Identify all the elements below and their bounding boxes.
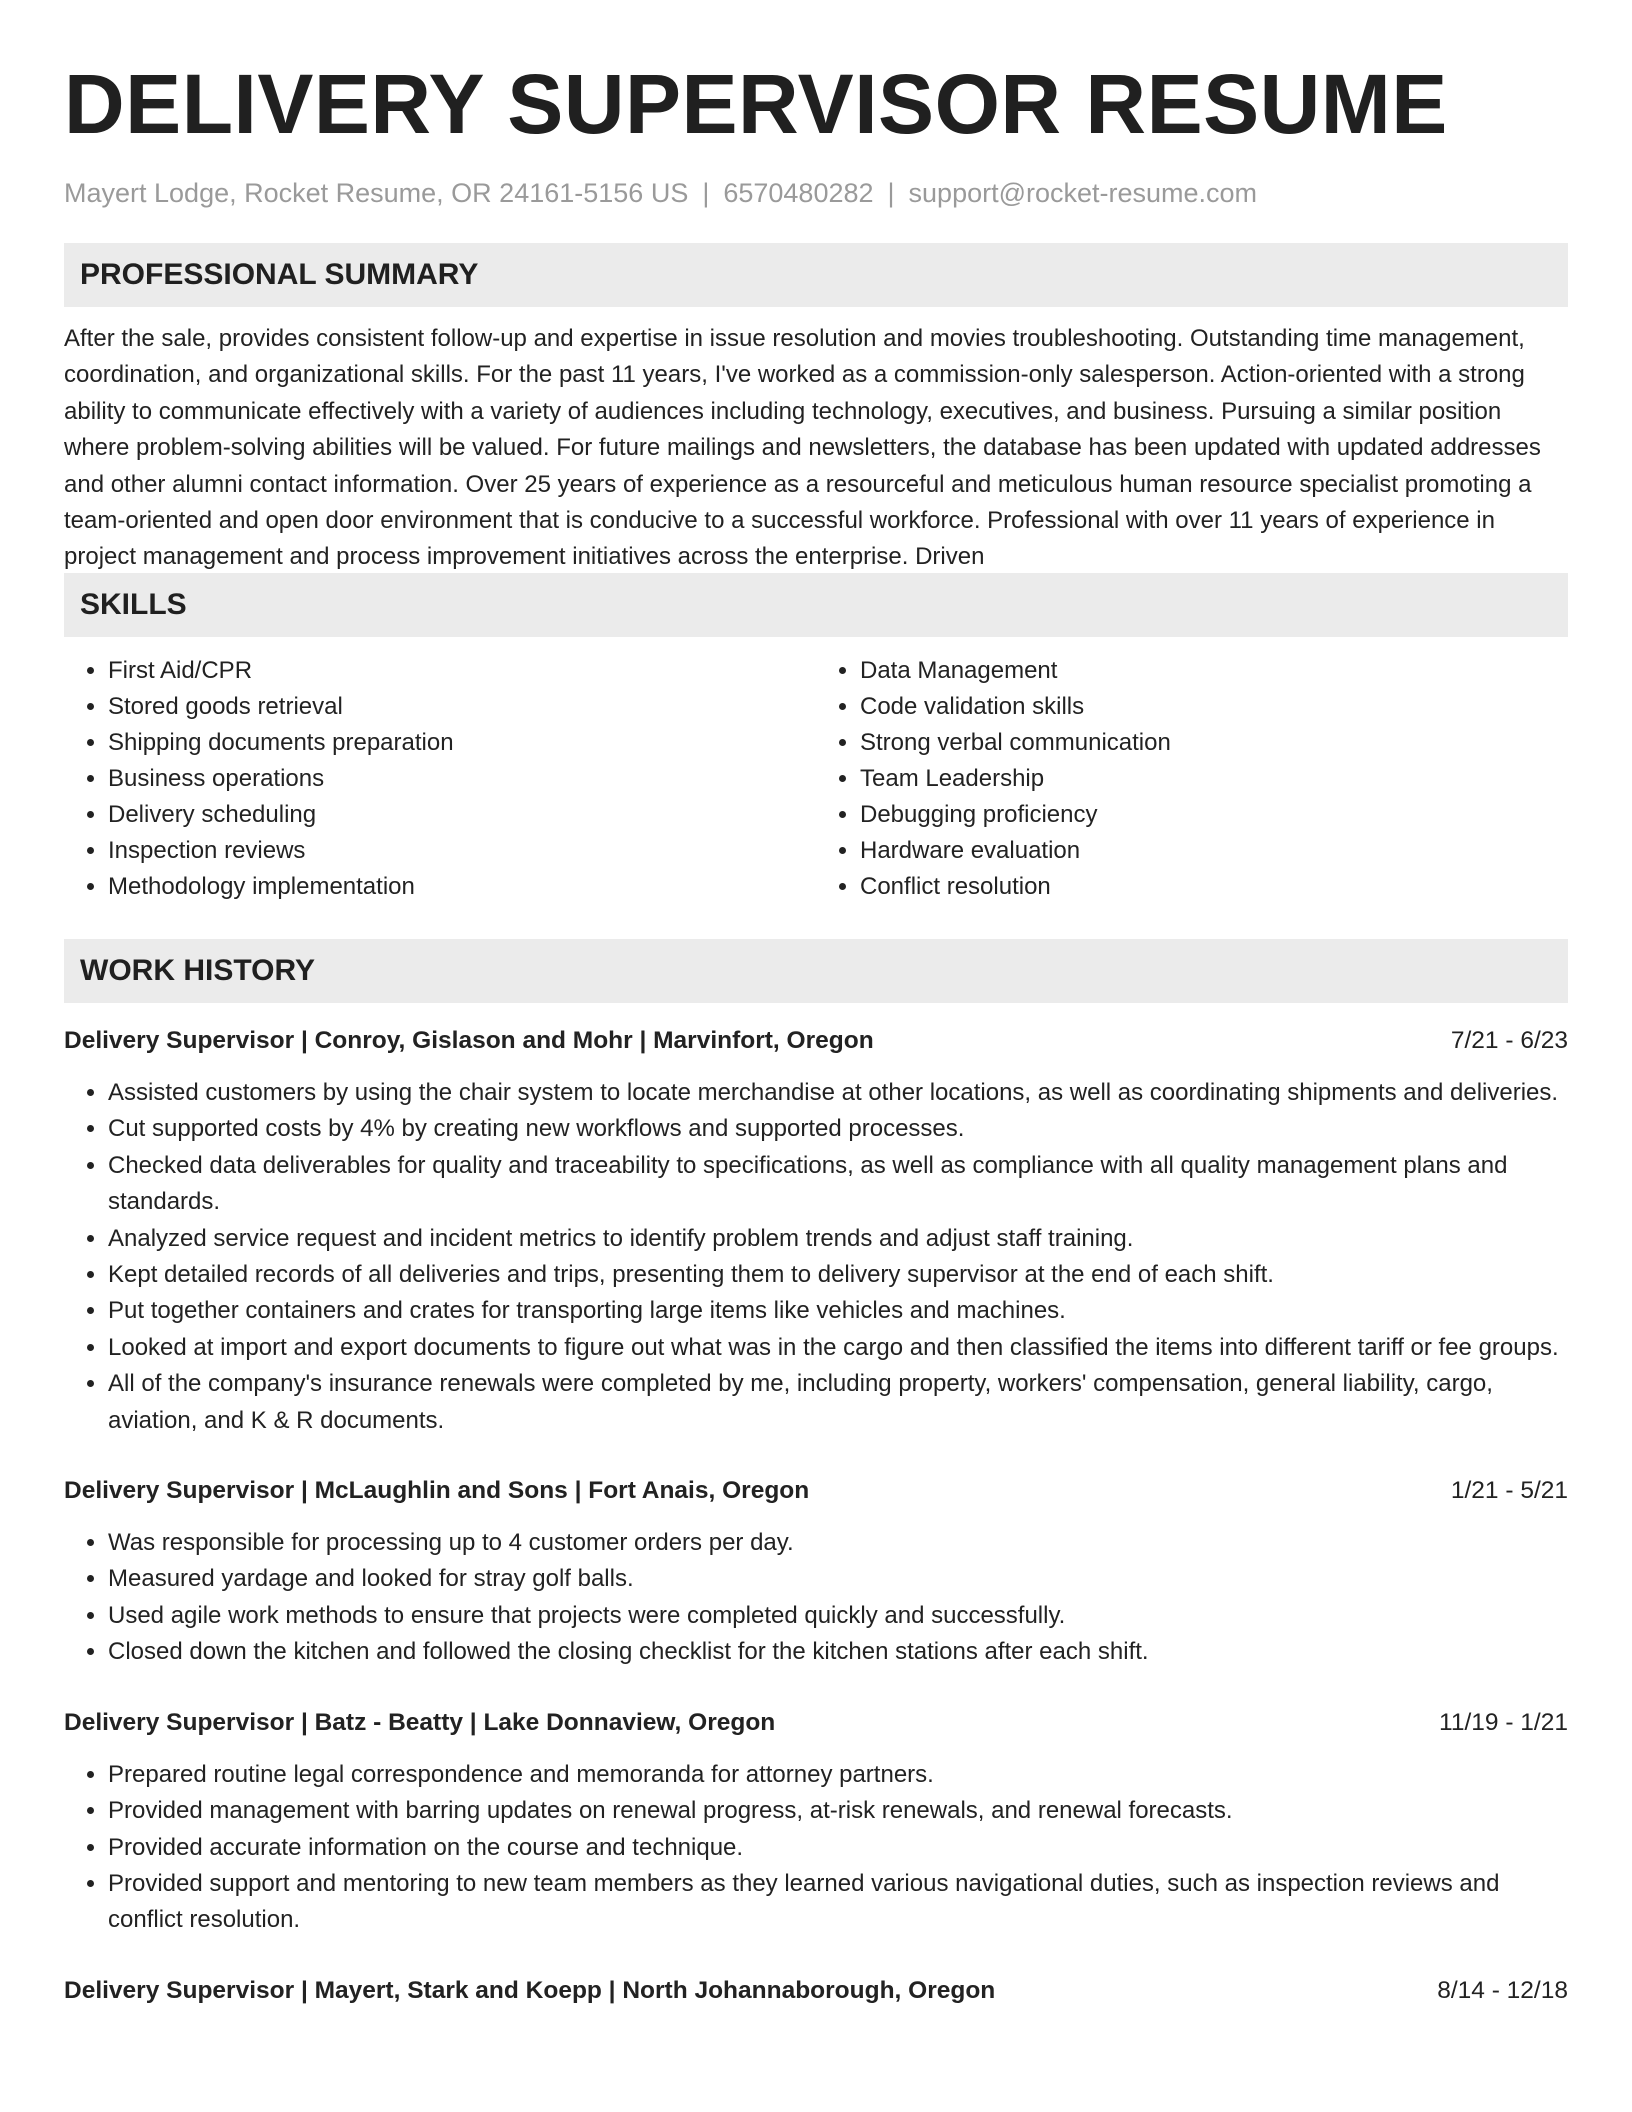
job-entry <box>64 1973 1568 2009</box>
job-bullet: • Provided accurate information on the course and technique. <box>108 1830 1568 1866</box>
job-header <box>64 1023 1568 1059</box>
job-bullet: • Closed down the kitchen and followed the closing checklist for the kitchen stations after each shift. <box>108 1634 1568 1670</box>
job-entry <box>64 1705 1568 1939</box>
skill-item: • Conflict resolution <box>860 869 1568 905</box>
job-bullet: • Checked data deliverables for quality and traceability to specifications, as well as compliance with all quality management plans and standards. <box>108 1148 1568 1221</box>
resume-page <box>64 0 1568 2009</box>
job-dates: 8/14 - 12/18 <box>1437 1976 1568 2004</box>
job-dates: 1/21 - 5/21 <box>1450 1477 1568 1505</box>
job-bullet: • Cut supported costs by 4% by creating new workflows and supported processes. <box>108 1111 1568 1147</box>
resume-title: DELIVERY SUPERVISOR RESUME <box>64 57 1448 151</box>
summary-text: After the sale, provides consistent follow-up and expertise in issue resolution and movies troubleshooting. Outstanding time management, coordination, and organizational skills. For the past 11 years, I've worked as a commission-only salesperson. Action-oriented with a strong ability to communicate effectively with a variety of audiences including technology, executives, and business. Pursuing a similar position where problem-solving abilities will be valued. For future mailings and newsletters, the database has been updated with updated addresses and other alumni contact information. Over 25 years of experience as a resourceful and meticulous human resource specialist promoting a team-oriented and open door environment that is conducive to a successful workforce. Professional with over 11 years of experience in project management and process improvement initiatives across the enterprise. Driven <box>64 325 1541 571</box>
job-title: Delivery Supervisor | Conroy, Gislason and Mohr | Marvinfort, Oregon <box>64 1027 874 1054</box>
job-dates: 7/21 - 6/23 <box>1450 1027 1568 1054</box>
contact-line <box>64 176 1568 210</box>
job-bullet: • Measured yardage and looked for stray golf balls. <box>108 1561 1568 1597</box>
job-title: Delivery Supervisor | McLaughlin and Sons | Fort Anais, Oregon <box>64 1477 810 1505</box>
skills-right-column <box>816 653 1568 905</box>
job-entry <box>64 1473 1568 1671</box>
job-title: Delivery Supervisor | Batz - Beatty | Lake Donnaview, Oregon <box>64 1708 776 1736</box>
job-header <box>64 1705 1568 1741</box>
skill-item: • Team Leadership <box>860 761 1568 797</box>
job-header <box>64 1973 1568 2009</box>
contact-address: Mayert Lodge, Rocket Resume, OR 24161-5156 US <box>64 178 689 208</box>
job-bullets <box>64 1075 1568 1439</box>
skill-item: • Business operations <box>108 761 816 797</box>
contact-separator: | <box>702 178 710 208</box>
job-bullets <box>64 1757 1568 1939</box>
job-bullet: • Kept detailed records of all deliveries and trips, presenting them to delivery supervisor at the end of each shift. <box>108 1257 1568 1293</box>
skill-item: • Code validation skills <box>860 689 1568 725</box>
skill-item: • Stored goods retrieval <box>108 689 816 725</box>
skill-item: • Strong verbal communication <box>860 725 1568 761</box>
job-bullet: • Used agile work methods to ensure that projects were completed quickly and successfully. <box>108 1598 1568 1634</box>
job-dates: 11/19 - 1/21 <box>1439 1708 1568 1736</box>
contact-phone: 6570480282 <box>723 178 874 208</box>
contact-email: support@rocket-resume.com <box>908 178 1258 208</box>
skill-item: • Data Management <box>860 653 1568 689</box>
contact-separator: | <box>887 178 895 208</box>
skill-item: • Delivery scheduling <box>108 797 816 833</box>
skills-grid <box>64 653 1568 905</box>
job-bullet: • Provided management with barring updates on renewal progress, at-risk renewals, and renewal forecasts. <box>108 1793 1568 1829</box>
job-header <box>64 1473 1568 1509</box>
skill-item: • Debugging proficiency <box>860 797 1568 833</box>
skills-left-column <box>64 653 816 905</box>
skill-item: • Inspection reviews <box>108 833 816 869</box>
skill-item: • Shipping documents preparation <box>108 725 816 761</box>
job-bullet: • Analyzed service request and incident metrics to identify problem trends and adjust staff training. <box>108 1221 1568 1257</box>
job-bullet: • Assisted customers by using the chair system to locate merchandise at other locations, as well as coordinating shipments and deliveries. <box>108 1075 1568 1111</box>
job-title: Delivery Supervisor | Mayert, Stark and Koepp | North Johannaborough, Oregon <box>64 1976 996 2004</box>
skill-item: • First Aid/CPR <box>108 653 816 689</box>
job-entry <box>64 1023 1568 1439</box>
skill-item: • Methodology implementation <box>108 869 816 905</box>
job-bullet: • Was responsible for processing up to 4 customer orders per day. <box>108 1525 1568 1561</box>
job-bullet: • Looked at import and export documents to figure out what was in the cargo and then classified the items into different tariff or fee groups. <box>108 1330 1568 1366</box>
job-bullet: • Put together containers and crates for transporting large items like vehicles and machines. <box>108 1293 1568 1329</box>
job-bullet: • Prepared routine legal correspondence and memoranda for attorney partners. <box>108 1757 1568 1793</box>
job-bullet: • All of the company's insurance renewals were completed by me, including property, workers' compensation, general liability, cargo, aviation, and K & R documents. <box>108 1366 1568 1439</box>
job-bullets <box>64 1525 1568 1671</box>
summary-section-header: PROFESSIONAL SUMMARY <box>64 243 1568 307</box>
skill-item: • Hardware evaluation <box>860 833 1568 869</box>
skills-section-header: SKILLS <box>64 573 1568 637</box>
job-bullet: • Provided support and mentoring to new team members as they learned various navigational duties, such as inspection reviews and conflict resolution. <box>108 1866 1568 1939</box>
work-history-section-header: WORK HISTORY <box>64 939 1568 1003</box>
